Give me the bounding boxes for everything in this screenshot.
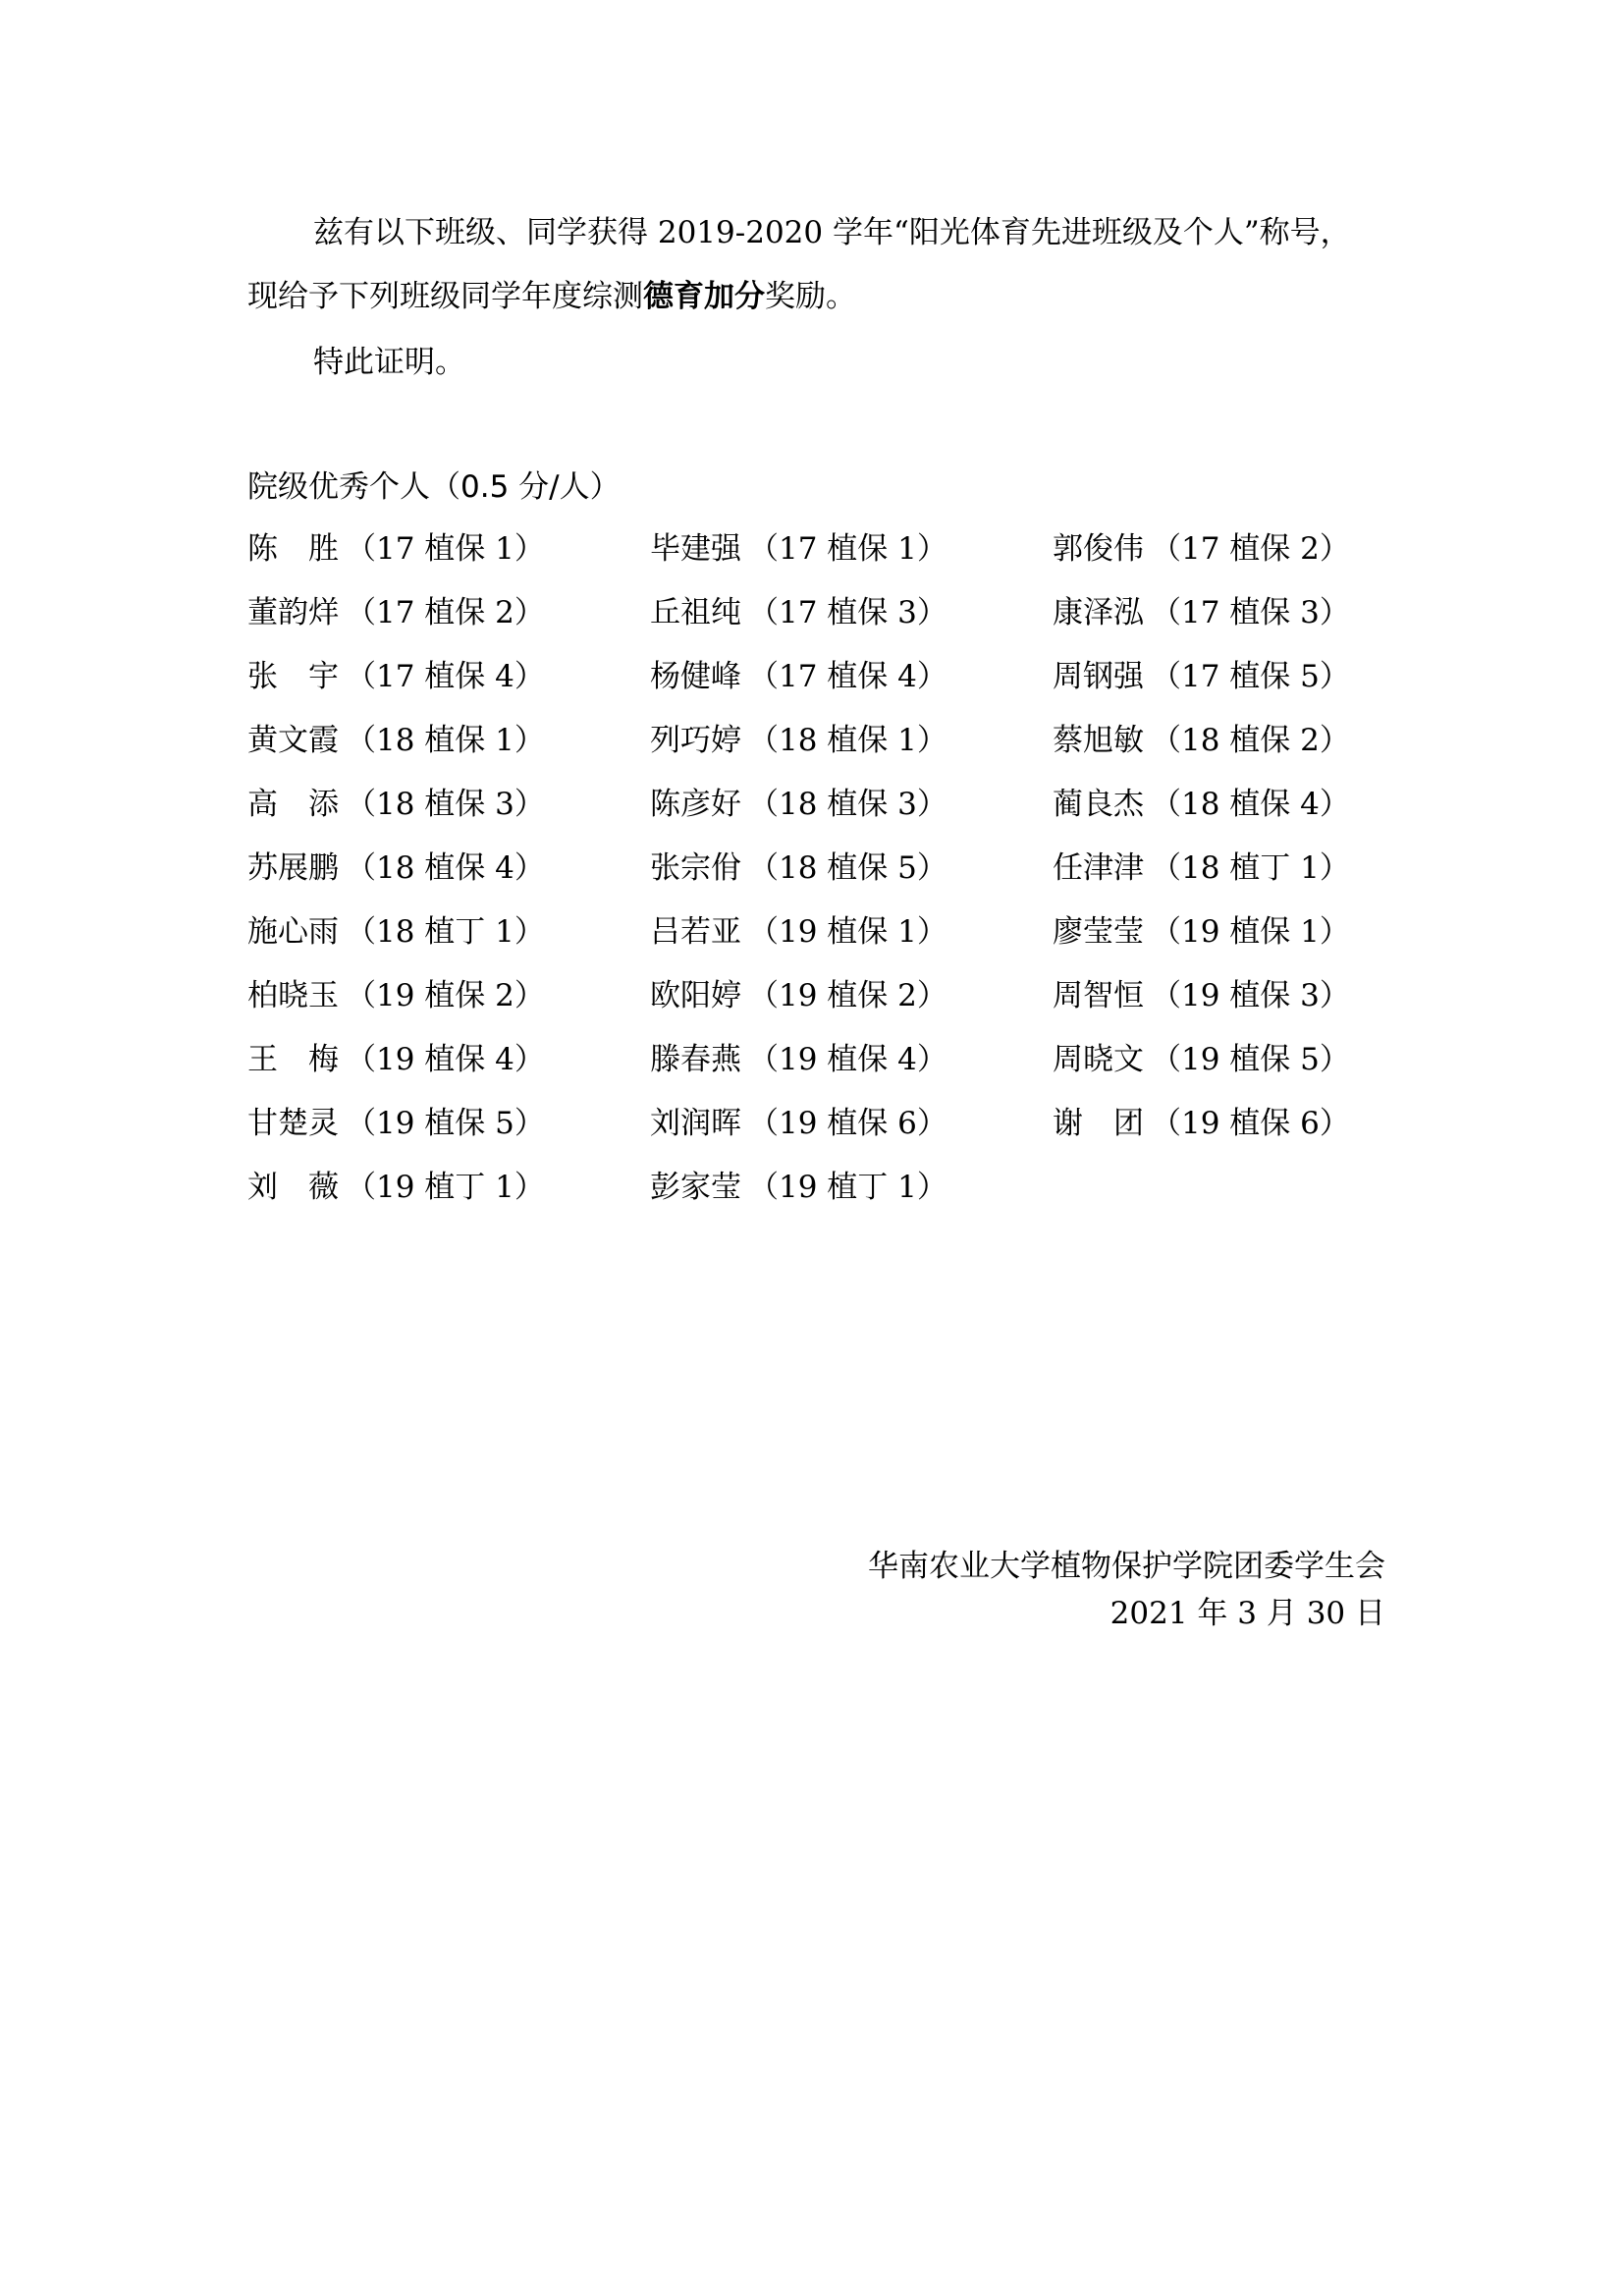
individual-name: 周晓文: [1053, 1042, 1144, 1077]
signature-organization: 华南农业大学植物保护学院团委学生会: [868, 1549, 1385, 1584]
intro-paragraph: [247, 214, 1386, 251]
individual-name: 吕若亚: [650, 914, 741, 950]
list-item: [247, 530, 650, 594]
individual-class: （19 植保 2）: [748, 978, 947, 1013]
individual-name: 黄文霞: [247, 723, 339, 758]
individual-name: 欧阳婷: [650, 978, 741, 1013]
individual-name: 陈彦好: [650, 787, 741, 822]
list-item: [1053, 594, 1386, 658]
individual-name: 蔺良杰: [1053, 787, 1144, 822]
individual-name: 苏展鹏: [247, 850, 339, 886]
individual-class: （17 植保 4）: [346, 659, 545, 694]
individual-class: （17 植保 3）: [1151, 595, 1350, 630]
individual-class: （18 植保 2）: [1151, 723, 1350, 758]
list-item: [1053, 913, 1386, 977]
individual-class: （18 植保 4）: [346, 850, 545, 886]
individual-class: （19 植保 6）: [748, 1106, 947, 1141]
individual-class: （19 植保 1）: [1151, 914, 1350, 950]
individual-name: 郭俊伟: [1053, 531, 1144, 567]
individual-class: （19 植丁 1）: [346, 1170, 545, 1205]
intro-line-2-prefix: 现给予下列班级同学年度综测: [247, 279, 643, 314]
intro-line-2-suffix: 奖励。: [765, 279, 856, 314]
individual-class: （17 植保 2）: [1151, 531, 1350, 567]
individual-name: 周智恒: [1053, 978, 1144, 1013]
individual-name: 王 梅: [247, 1042, 339, 1077]
individual-name: 高 添: [247, 787, 339, 822]
individual-name: 滕春燕: [650, 1042, 741, 1077]
individual-name: 刘 薇: [247, 1170, 339, 1205]
individual-class: （18 植保 3）: [748, 787, 947, 822]
individual-class: （18 植保 1）: [748, 723, 947, 758]
individual-class: （19 植丁 1）: [748, 1170, 947, 1205]
individual-class: （18 植保 1）: [346, 723, 545, 758]
individual-class: （19 植保 3）: [1151, 978, 1350, 1013]
list-item: [650, 594, 1053, 658]
list-item: [1053, 1105, 1386, 1169]
individual-name: 毕建强: [650, 531, 741, 567]
intro-line-1: 兹有以下班级、同学获得 2019-2020 学年“阳光体育先进班级及个人”称号，: [313, 215, 1351, 250]
individual-name: 康泽泓: [1053, 595, 1144, 630]
individual-class: （19 植保 4）: [748, 1042, 947, 1077]
individual-class: （18 植丁 1）: [346, 914, 545, 950]
individual-name: 周钢强: [1053, 659, 1144, 694]
individual-class: （18 植丁 1）: [1151, 850, 1350, 886]
individual-class: （18 植保 5）: [748, 850, 947, 886]
list-item: [247, 658, 650, 722]
list-item: [650, 658, 1053, 722]
list-item: [247, 1041, 650, 1105]
individual-class: （19 植保 5）: [1151, 1042, 1350, 1077]
individual-name: 陈 胜: [247, 531, 339, 567]
list-item: [1053, 977, 1386, 1041]
individual-name: 张宗佾: [650, 850, 741, 886]
individual-name: 刘润晖: [650, 1106, 741, 1141]
signature-date: 2021 年 3 月 30 日: [1109, 1596, 1385, 1631]
list-item: [650, 530, 1053, 594]
individual-name: 谢 团: [1053, 1106, 1144, 1141]
individual-name: 列巧婷: [650, 723, 741, 758]
individual-name: 张 宇: [247, 659, 339, 694]
list-item: [650, 786, 1053, 849]
individual-class: （17 植保 4）: [748, 659, 947, 694]
list-item: [650, 977, 1053, 1041]
individual-name: 施心雨: [247, 914, 339, 950]
list-item: [1053, 722, 1386, 786]
individual-name: 杨健峰: [650, 659, 741, 694]
list-item: [247, 786, 650, 849]
list-item: [1053, 849, 1386, 913]
list-item: [1053, 786, 1386, 849]
certify-text: 特此证明。: [313, 345, 465, 380]
section-title: 院级优秀个人（0.5 分/人）: [247, 469, 621, 505]
individual-class: （18 植保 4）: [1151, 787, 1350, 822]
list-item: [650, 1041, 1053, 1105]
list-item: [247, 722, 650, 786]
individual-name: 董韵烊: [247, 595, 339, 630]
list-item: [247, 849, 650, 913]
list-item: [650, 1105, 1053, 1169]
individual-name: 甘楚灵: [247, 1106, 339, 1141]
list-item: [1053, 530, 1386, 594]
individual-class: （17 植保 1）: [748, 531, 947, 567]
individual-name: 任津津: [1053, 850, 1144, 886]
list-item: [650, 913, 1053, 977]
list-item: [247, 1105, 650, 1169]
individual-class: （19 植保 1）: [748, 914, 947, 950]
individual-name: 彭家莹: [650, 1170, 741, 1205]
individual-class: （17 植保 1）: [346, 531, 545, 567]
individual-class: （17 植保 5）: [1151, 659, 1350, 694]
individual-class: （18 植保 3）: [346, 787, 545, 822]
individual-name: 蔡旭敏: [1053, 723, 1144, 758]
list-item: [1053, 658, 1386, 722]
intro-line-2-emphasis: 德育加分: [643, 279, 765, 314]
intro-paragraph-line-2: [247, 278, 1386, 315]
individual-name: 丘祖纯: [650, 595, 741, 630]
individual-class: （19 植保 6）: [1151, 1106, 1350, 1141]
individual-class: （19 植保 4）: [346, 1042, 545, 1077]
list-item: [650, 1169, 1053, 1232]
individuals-list: [247, 530, 1386, 1232]
list-item: [247, 977, 650, 1041]
list-item: [247, 1169, 650, 1232]
individual-class: （17 植保 2）: [346, 595, 545, 630]
list-item: [247, 594, 650, 658]
list-item: [650, 849, 1053, 913]
individual-class: （17 植保 3）: [748, 595, 947, 630]
individual-name: 柏晓玉: [247, 978, 339, 1013]
individual-class: （19 植保 5）: [346, 1106, 545, 1141]
list-item: [650, 722, 1053, 786]
certify-line: [247, 344, 1386, 381]
list-item: [1053, 1041, 1386, 1105]
list-item: [247, 913, 650, 977]
individual-name: 廖莹莹: [1053, 914, 1144, 950]
individual-class: （19 植保 2）: [346, 978, 545, 1013]
